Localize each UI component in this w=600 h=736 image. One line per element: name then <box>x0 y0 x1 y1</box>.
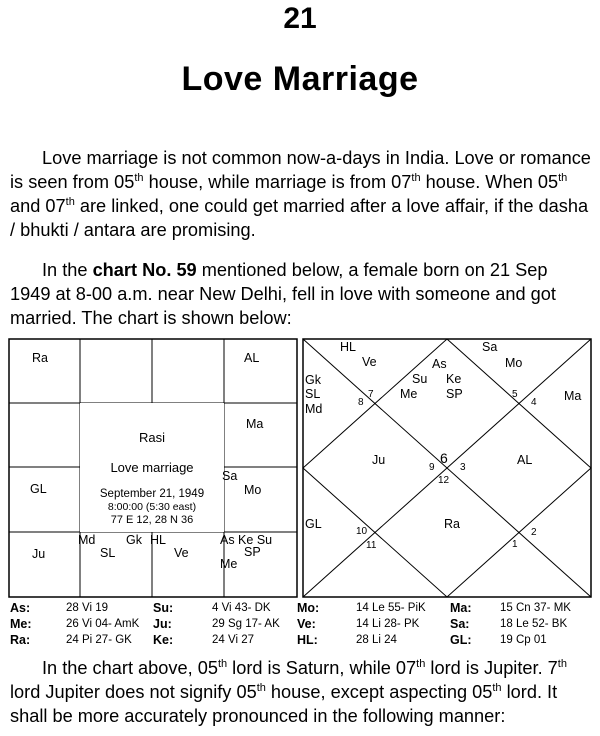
rasi-cell-gl: GL <box>30 482 47 496</box>
rasi-cell-mo: Mo <box>244 483 262 497</box>
house-number-5: 5 <box>512 389 518 400</box>
nav-hl: HL <box>340 340 356 354</box>
nav-sl: SL <box>305 387 321 401</box>
planet-value: 19 Cp 01 <box>500 634 547 646</box>
planet-value: 28 Vi 19 <box>66 602 108 614</box>
nav-as: As <box>432 357 447 371</box>
rasi-cell-sp: SP <box>244 545 261 559</box>
planet-value: 14 Li 28- PK <box>356 618 420 630</box>
house-number-1: 1 <box>512 539 518 550</box>
planet-label: As: <box>10 601 31 615</box>
rasi-cell-ra: Ra <box>32 351 48 365</box>
house-number-2: 2 <box>531 527 537 538</box>
planet-value: 24 Pi 27- GK <box>66 634 132 646</box>
rasi-cell-as-ke-su: As Ke Su <box>220 533 273 547</box>
chapter-title: Love Marriage <box>181 60 419 98</box>
house-number-9: 9 <box>429 462 435 473</box>
planet-label: Sa: <box>450 617 470 631</box>
nav-sp: SP <box>446 387 463 401</box>
nav-ve: Ve <box>362 355 377 369</box>
rasi-cell-sl: SL <box>100 546 116 560</box>
house-number-10: 10 <box>356 526 368 537</box>
nav-md: Md <box>305 402 323 416</box>
planet-value: 28 Li 24 <box>356 634 397 646</box>
nav-mo: Mo <box>505 356 523 370</box>
house-number-7: 7 <box>368 389 374 400</box>
rasi-time: 8:00:00 (5:30 east) <box>107 501 197 513</box>
planet-value: 24 Vi 27 <box>212 634 254 646</box>
planet-label: Ju: <box>153 617 172 631</box>
planet-value: 4 Vi 43- DK <box>212 602 271 614</box>
planet-value: 15 Cn 37- MK <box>500 602 571 614</box>
paragraph-chart-intro: In the chart No. 59 mentioned below, a female born on 21 Sep 1949 at 8-00 a.m. near New Delhi, fell in love with someone and got married. The chart is shown below: <box>10 260 556 328</box>
house-number-11: 11 <box>366 540 377 551</box>
rasi-cell-al: AL <box>244 351 260 365</box>
house-number-12: 12 <box>438 475 450 486</box>
nav-sa: Sa <box>482 340 498 354</box>
house-number-8: 8 <box>358 397 364 408</box>
planet-label: Ke: <box>153 633 174 647</box>
paragraph-analysis: In the chart above, 05th lord is Saturn, while 07th lord is Jupiter. 7th lord Jupiter does not signify 05th house, except aspecting 05th lord. It shall be more accurately pronounced in the following manner: <box>10 657 567 726</box>
rasi-chart <box>8 338 298 598</box>
rasi-cell-gk: Gk <box>126 533 142 547</box>
nav-gl: GL <box>305 517 322 531</box>
paragraph-intro: Love marriage is not common now-a-days in India. Love or romance is seen from 05th house, while marriage is from 07th house. When 05th and 07th are linked, one could get married after a love affair, if the dasha / bhukti / antara are promising. <box>10 148 591 240</box>
planet-label: Me: <box>10 617 32 631</box>
house-number-6: 6 <box>440 450 448 466</box>
planet-label: Ve: <box>297 617 316 631</box>
planet-value: 14 Le 55- PiK <box>356 602 426 614</box>
page-number: 21 <box>283 2 317 35</box>
nav-ke: Ke <box>446 372 462 386</box>
planet-label: Ra: <box>10 633 31 647</box>
rasi-cell-sa: Sa <box>222 469 238 483</box>
nav-me: Me <box>400 387 418 401</box>
rasi-subtitle: Love marriage <box>110 460 194 475</box>
planet-value: 18 Le 52- BK <box>500 618 568 630</box>
nav-ju: Ju <box>372 453 386 467</box>
planet-value: 29 Sg 17- AK <box>212 618 280 630</box>
nav-al: AL <box>517 453 533 467</box>
nav-su: Su <box>412 372 428 386</box>
rasi-cell-ju: Ju <box>32 547 46 561</box>
rasi-title: Rasi <box>138 430 165 445</box>
house-number-3: 3 <box>460 462 466 473</box>
rasi-coordinates: 77 E 12, 28 N 36 <box>110 514 194 526</box>
planet-label: Su: <box>153 601 174 615</box>
planet-positions <box>10 601 590 651</box>
planet-label: GL: <box>450 633 472 647</box>
rasi-date: September 21, 1949 <box>99 488 205 500</box>
rasi-cell-md: Md <box>78 533 96 547</box>
house-number-4: 4 <box>531 397 537 408</box>
planet-label: Ma: <box>450 601 472 615</box>
nav-ra: Ra <box>444 517 460 531</box>
planet-value: 26 Vi 04- AmK <box>66 618 140 630</box>
nav-ma: Ma <box>564 389 582 403</box>
rasi-cell-ve: Ve <box>174 546 189 560</box>
planet-label: HL: <box>297 633 318 647</box>
rasi-cell-ma: Ma <box>246 417 264 431</box>
nav-gk: Gk <box>305 373 321 387</box>
north-indian-chart <box>302 338 592 598</box>
planet-label: Mo: <box>297 601 320 615</box>
rasi-cell-hl: HL <box>150 533 166 547</box>
rasi-cell-me: Me <box>220 557 238 571</box>
